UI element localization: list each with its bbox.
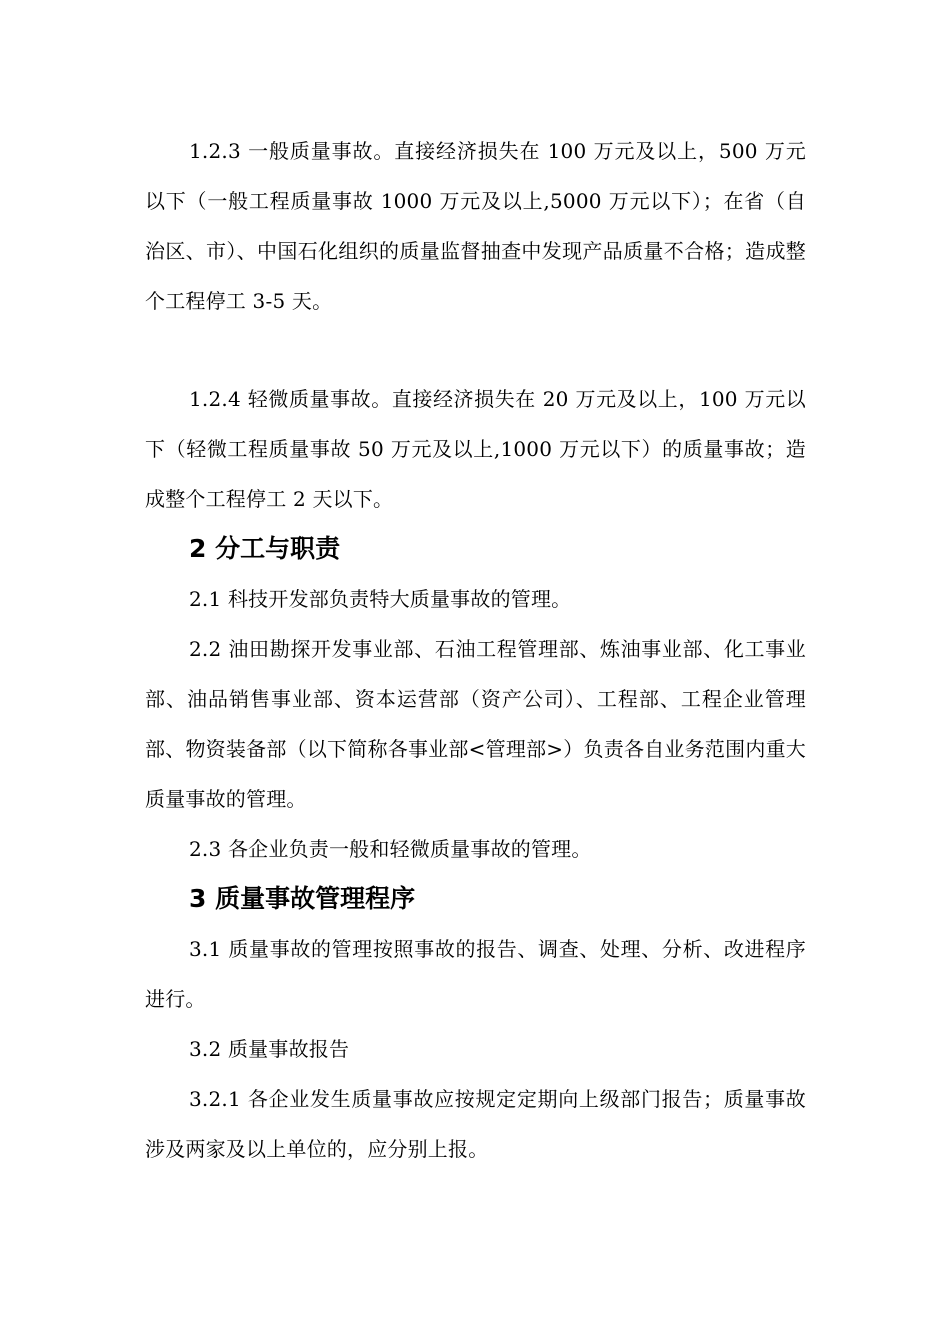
document-body: [145, 126, 806, 1174]
paragraph-3-1: 3.1 质量事故的管理按照事故的报告、调查、处理、分析、改进程序进行。: [145, 937, 806, 1011]
paragraph-2-2: 2.2 油田勘探开发事业部、石油工程管理部、炼油事业部、化工事业部、油品销售事业部、资本运营部（资产公司）、工程部、工程企业管理部、物资装备部（以下简称各事业部<管理部>）负责各自业务范围内重大质量事故的管理。: [145, 637, 806, 811]
paragraph-1-2-4: 1.2.4 轻微质量事故。直接经济损失在 20 万元及以上，100 万元以下（轻微工程质量事故 50 万元及以上,1000 万元以下）的质量事故；造成整个工程停工 2 天以下。: [145, 387, 806, 511]
paragraph-3-2: 3.2 质量事故报告: [189, 1037, 350, 1061]
paragraph-2-1: 2.1 科技开发部负责特大质量事故的管理。: [189, 587, 572, 611]
paragraph-1-2-3: 1.2.3 一般质量事故。直接经济损失在 100 万元及以上，500 万元以下（一般工程质量事故 1000 万元及以上,5000 万元以下）；在省（自治区、市）、中国石化组织的质量监督抽查中发现产品质量不合格；造成整个工程停工 3-5 天。: [145, 139, 806, 313]
section-heading-3: 3 质量事故管理程序: [189, 884, 416, 913]
paragraph-3-2-1: 3.2.1 各企业发生质量事故应按规定定期向上级部门报告；质量事故涉及两家及以上单位的，应分别上报。: [145, 1087, 806, 1161]
section-heading-2: 2 分工与职责: [189, 534, 341, 563]
paragraph-spacer: [145, 326, 806, 374]
paragraph-2-3: 2.3 各企业负责一般和轻微质量事故的管理。: [189, 837, 592, 861]
